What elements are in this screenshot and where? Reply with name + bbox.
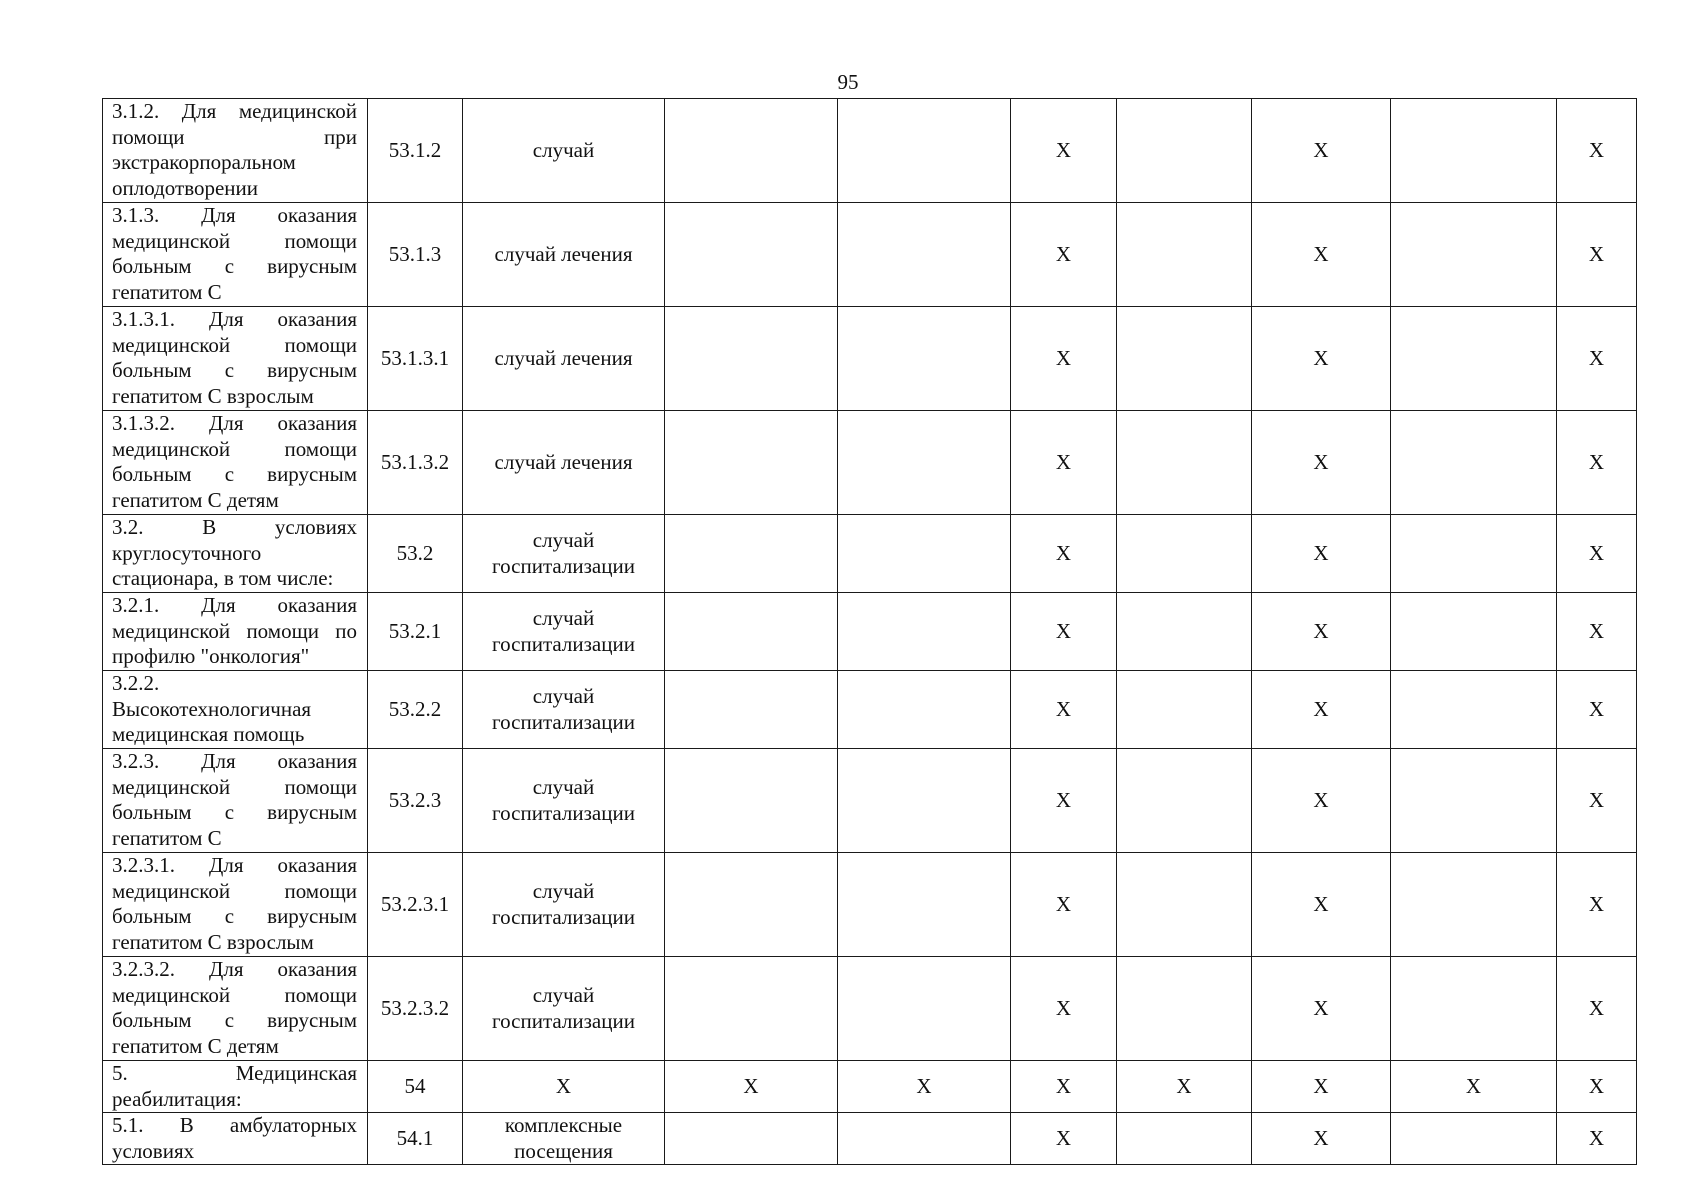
row-unit: случай лечения <box>463 411 665 515</box>
row-cell: Х <box>1252 515 1391 593</box>
row-cell <box>1117 307 1252 411</box>
row-cell <box>1391 671 1557 749</box>
row-cell: Х <box>1011 671 1117 749</box>
row-cell: Х <box>1252 1113 1391 1165</box>
row-cell <box>1391 99 1557 203</box>
row-cell: Х <box>1557 307 1637 411</box>
row-cell: Х <box>1117 1061 1252 1113</box>
row-cell <box>1117 957 1252 1061</box>
row-cell <box>838 671 1011 749</box>
row-cell: Х <box>665 1061 838 1113</box>
row-cell: Х <box>1011 307 1117 411</box>
row-cell <box>665 1113 838 1165</box>
row-unit: случай госпитализации <box>463 515 665 593</box>
row-code: 54.1 <box>368 1113 463 1165</box>
row-unit: случай госпитализации <box>463 671 665 749</box>
row-cell: Х <box>1011 1113 1117 1165</box>
row-cell <box>665 671 838 749</box>
row-cell <box>1117 853 1252 957</box>
row-cell: Х <box>1252 853 1391 957</box>
row-name: 3.2.1. Для оказания медицинской помощи по профилю "онкология" <box>103 593 368 671</box>
row-cell: Х <box>1391 1061 1557 1113</box>
row-cell: Х <box>838 1061 1011 1113</box>
row-cell <box>838 515 1011 593</box>
row-cell <box>665 307 838 411</box>
row-unit: Х <box>463 1061 665 1113</box>
row-cell <box>665 203 838 307</box>
row-cell: Х <box>1252 203 1391 307</box>
row-cell <box>838 593 1011 671</box>
row-code: 54 <box>368 1061 463 1113</box>
row-cell <box>1117 1113 1252 1165</box>
row-cell <box>838 411 1011 515</box>
table-row <box>103 99 1637 203</box>
row-cell: Х <box>1252 671 1391 749</box>
page-number: 95 <box>837 70 859 94</box>
row-cell: Х <box>1252 957 1391 1061</box>
row-cell <box>1391 203 1557 307</box>
row-unit: случай лечения <box>463 307 665 411</box>
row-cell: Х <box>1557 957 1637 1061</box>
row-cell <box>1391 307 1557 411</box>
row-cell <box>665 515 838 593</box>
row-cell <box>1117 411 1252 515</box>
table-row <box>103 203 1637 307</box>
row-code: 53.2.3.1 <box>368 853 463 957</box>
row-unit: случай госпитализации <box>463 749 665 853</box>
row-cell <box>1391 1113 1557 1165</box>
row-cell: Х <box>1252 411 1391 515</box>
row-name: 5.1. В амбулаторных условиях <box>103 1113 368 1165</box>
row-cell <box>1391 853 1557 957</box>
row-cell: Х <box>1557 1113 1637 1165</box>
row-name: 3.2.3. Для оказания медицинской помощи больным с вирусным гепатитом С <box>103 749 368 853</box>
row-cell: Х <box>1011 749 1117 853</box>
row-code: 53.1.3.2 <box>368 411 463 515</box>
row-name: 3.1.3.2. Для оказания медицинской помощи больным с вирусным гепатитом С детям <box>103 411 368 515</box>
row-cell: Х <box>1557 515 1637 593</box>
row-cell: Х <box>1557 99 1637 203</box>
row-cell <box>1117 593 1252 671</box>
row-cell <box>838 99 1011 203</box>
row-cell <box>1391 515 1557 593</box>
table-row <box>103 1113 1637 1165</box>
row-cell <box>1391 411 1557 515</box>
row-cell <box>665 99 838 203</box>
row-code: 53.1.2 <box>368 99 463 203</box>
row-name: 3.2.3.2. Для оказания медицинской помощи больным с вирусным гепатитом С детям <box>103 957 368 1061</box>
row-cell <box>665 749 838 853</box>
row-cell: Х <box>1557 671 1637 749</box>
row-cell <box>665 593 838 671</box>
row-cell: Х <box>1557 411 1637 515</box>
row-unit: случай госпитализации <box>463 853 665 957</box>
row-cell <box>1117 515 1252 593</box>
row-code: 53.2 <box>368 515 463 593</box>
row-cell: Х <box>1252 749 1391 853</box>
row-code: 53.2.3 <box>368 749 463 853</box>
table-row <box>103 749 1637 853</box>
row-name: 3.1.3.1. Для оказания медицинской помощи больным с вирусным гепатитом С взрослым <box>103 307 368 411</box>
row-cell <box>665 957 838 1061</box>
row-cell <box>665 411 838 515</box>
row-cell <box>838 957 1011 1061</box>
row-cell: Х <box>1011 203 1117 307</box>
row-cell: Х <box>1011 593 1117 671</box>
row-cell <box>665 853 838 957</box>
row-cell <box>838 749 1011 853</box>
row-cell <box>838 203 1011 307</box>
row-unit: случай лечения <box>463 203 665 307</box>
row-name: 3.2.3.1. Для оказания медицинской помощи больным с вирусным гепатитом С взрослым <box>103 853 368 957</box>
row-cell: Х <box>1557 749 1637 853</box>
row-code: 53.2.3.2 <box>368 957 463 1061</box>
row-name: 3.1.2. Для медицинской помощи при экстракорпоральном оплодотворении <box>103 99 368 203</box>
row-unit: случай госпитализации <box>463 957 665 1061</box>
row-cell <box>1117 749 1252 853</box>
row-cell <box>838 853 1011 957</box>
data-table <box>102 98 1637 1165</box>
row-cell: Х <box>1011 1061 1117 1113</box>
row-cell <box>1391 749 1557 853</box>
row-cell <box>838 307 1011 411</box>
row-cell <box>1117 203 1252 307</box>
row-cell: Х <box>1011 853 1117 957</box>
row-cell: Х <box>1557 593 1637 671</box>
row-name: 3.2.2. Высокотехнологичная медицинская помощь <box>103 671 368 749</box>
row-code: 53.2.2 <box>368 671 463 749</box>
row-cell: Х <box>1011 957 1117 1061</box>
row-name: 5. Медицинская реабилитация: <box>103 1061 368 1113</box>
table-row <box>103 411 1637 515</box>
row-cell: Х <box>1011 411 1117 515</box>
row-unit: комплексные посещения <box>463 1113 665 1165</box>
row-name: 3.1.3. Для оказания медицинской помощи больным с вирусным гепатитом С <box>103 203 368 307</box>
row-code: 53.1.3 <box>368 203 463 307</box>
row-cell: Х <box>1557 1061 1637 1113</box>
row-unit: случай <box>463 99 665 203</box>
table-row <box>103 853 1637 957</box>
row-cell: Х <box>1252 99 1391 203</box>
row-code: 53.1.3.1 <box>368 307 463 411</box>
table-row <box>103 957 1637 1061</box>
row-cell <box>838 1113 1011 1165</box>
table-body <box>103 99 1637 1165</box>
row-code: 53.2.1 <box>368 593 463 671</box>
row-cell: Х <box>1557 203 1637 307</box>
row-name: 3.2. В условиях круглосуточного стационара, в том числе: <box>103 515 368 593</box>
row-cell: Х <box>1252 593 1391 671</box>
row-cell: Х <box>1011 99 1117 203</box>
row-cell <box>1117 671 1252 749</box>
row-cell <box>1391 593 1557 671</box>
table-row <box>103 593 1637 671</box>
table-row <box>103 515 1637 593</box>
row-cell: Х <box>1252 307 1391 411</box>
row-cell: Х <box>1011 515 1117 593</box>
row-cell <box>1391 957 1557 1061</box>
row-cell: Х <box>1557 853 1637 957</box>
table-row <box>103 671 1637 749</box>
row-unit: случай госпитализации <box>463 593 665 671</box>
table-row <box>103 307 1637 411</box>
table-row <box>103 1061 1637 1113</box>
row-cell <box>1117 99 1252 203</box>
row-cell: Х <box>1252 1061 1391 1113</box>
